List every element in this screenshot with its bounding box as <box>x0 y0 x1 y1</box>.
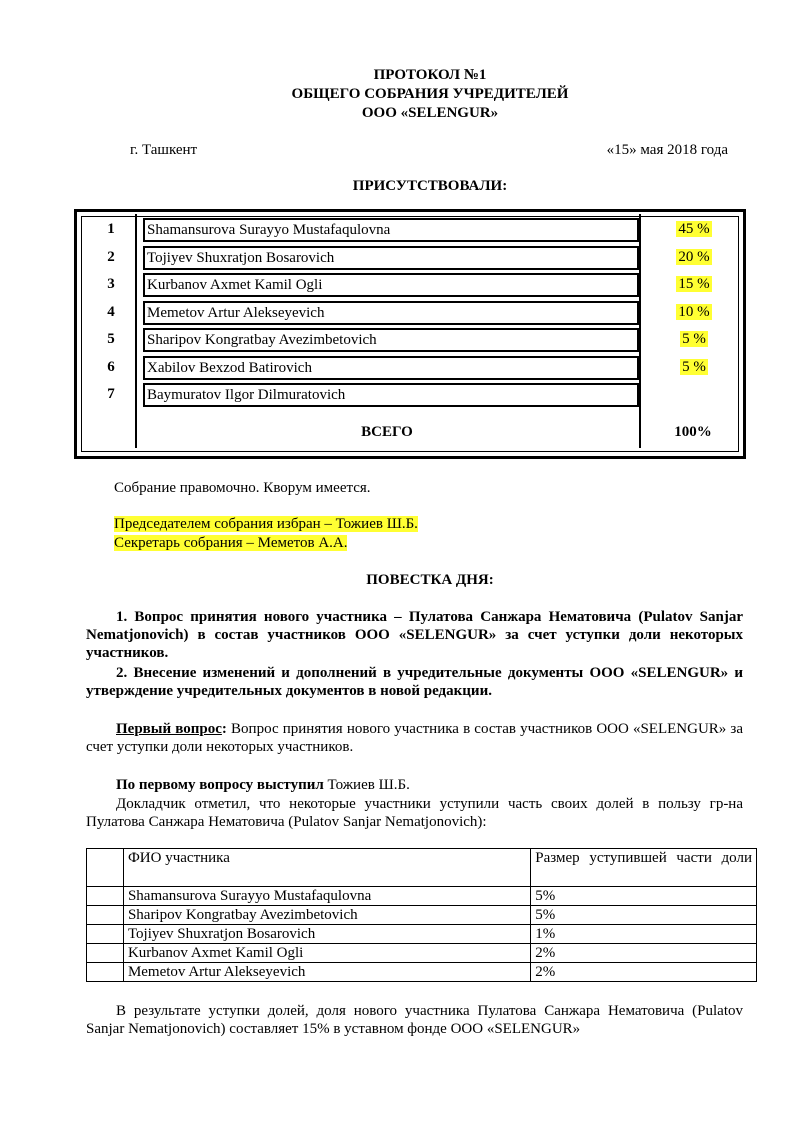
transfer-share: 5% <box>531 887 757 906</box>
place: г. Ташкент <box>130 142 198 158</box>
transfer-name: Shamansurova Surayyo Mustafaqulovna <box>123 887 530 906</box>
attendee-name: Kurbanov Axmet Kamil Ogli <box>143 273 639 297</box>
attendee-row <box>85 328 741 350</box>
attendee-number: 3 <box>107 276 115 292</box>
transfer-name: Sharipov Kongratbay Avezimbetovich <box>123 906 530 925</box>
protocol-title: ПРОТОКОЛ №1 <box>373 67 487 83</box>
table-row <box>87 925 757 944</box>
transfer-share: 2% <box>531 963 757 982</box>
present-title: ПРИСУТСТВОВАЛИ: <box>352 178 508 194</box>
result-text: В результате уступки долей, доля нового участника Пулатова Санжара Нематовича (Pulatov Sanjar Nematjonovich) составляет 15% в уставном фонде ООО «SELENGUR» <box>86 1003 743 1037</box>
first-question: Первый вопрос: Вопрос принятия нового участника в состав участников ООО «SELENGUR» за счет уступки доли некоторых участников. <box>86 721 743 755</box>
attendee-share: 5 % <box>682 358 706 375</box>
attendee-row <box>85 218 741 240</box>
attendee-name: Sharipov Kongratbay Avezimbetovich <box>143 328 639 352</box>
first-question-label: Первый вопрос <box>116 721 222 737</box>
attendee-row <box>85 356 741 378</box>
attendee-name: Tojiyev Shuxratjon Bosarovich <box>143 246 639 270</box>
transfer-name: Kurbanov Axmet Kamil Ogli <box>123 944 530 963</box>
attendee-share: 5 % <box>682 331 706 347</box>
agenda-title: ПОВЕСТКА ДНЯ: <box>366 572 494 588</box>
attendee-number: 5 <box>107 331 115 347</box>
attendee-number: 6 <box>107 358 115 375</box>
attendee-share: 10 % <box>678 303 710 320</box>
speaker-text: Докладчик отметил, что некоторые участники уступили часть своих долей в пользу гр-на Пулатова Санжара Нематовича (Pulatov Sanjar Nematjonovich): <box>86 796 743 830</box>
transfer-name: Memetov Artur Alekseyevich <box>123 963 530 982</box>
transfer-share: 1% <box>531 925 757 944</box>
chairman-text: Председателем собрания избран – Тожиев Ш.Б. <box>114 516 418 532</box>
header-share: Размер уступившей части доли <box>531 849 757 887</box>
attendee-row <box>85 383 741 405</box>
table-row <box>87 906 757 925</box>
attendees-table <box>74 209 746 459</box>
attendee-number: 4 <box>107 303 115 320</box>
total-value: 100% <box>674 424 712 440</box>
first-question-text: Вопрос принятия нового участника в состав участников ООО «SELENGUR» за счет уступки доли некоторых участников. <box>86 721 743 755</box>
quorum-text: Собрание правомочно. Кворум имеется. <box>114 480 371 496</box>
attendee-number: 7 <box>107 386 115 402</box>
header-name: ФИО участника <box>123 849 530 887</box>
attendee-name: Baymuratov Ilgor Dilmuratovich <box>143 383 639 407</box>
speaker-line <box>86 776 743 794</box>
table-row <box>87 963 757 982</box>
attendee-share: 45 % <box>678 221 710 237</box>
transfer-table-header <box>87 849 757 887</box>
attendee-name: Shamansurova Surayyo Mustafaqulovna <box>143 218 639 242</box>
speaker-name: Тожиев Ш.Б. <box>323 777 410 793</box>
table-row <box>87 887 757 906</box>
attendee-number: 2 <box>107 248 115 265</box>
speaker-label: По первому вопросу выступил <box>116 777 324 793</box>
date: «15» мая 2018 года <box>606 142 728 158</box>
secretary-text: Секретарь собрания – Меметов А.А. <box>114 535 348 551</box>
transfer-name: Tojiyev Shuxratjon Bosarovich <box>123 925 530 944</box>
agenda-item-2: 2. Внесение изменений и дополнений в учредительные документы ООО «SELENGUR» и утверждение учредительных документов в новой редакции. <box>86 665 743 699</box>
total-label: ВСЕГО <box>361 424 413 440</box>
attendee-row <box>85 273 741 295</box>
attendee-number: 1 <box>107 221 115 237</box>
attendee-share: 20 % <box>678 248 710 265</box>
meeting-title: ОБЩЕГО СОБРАНИЯ УЧРЕДИТЕЛЕЙ <box>291 86 569 102</box>
attendee-share: 15 % <box>678 276 710 292</box>
transfer-table <box>86 848 757 982</box>
attendee-name: Memetov Artur Alekseyevich <box>143 301 639 325</box>
table-row <box>87 944 757 963</box>
transfer-share: 5% <box>531 906 757 925</box>
transfer-share: 2% <box>531 944 757 963</box>
attendee-row <box>85 301 741 323</box>
attendee-row <box>85 246 741 268</box>
attendee-share <box>647 383 741 405</box>
company-title: ООО «SELENGUR» <box>361 105 499 121</box>
agenda-item-1: 1. Вопрос принятия нового участника – Пулатова Санжара Нематовича (Pulatov Sanjar Nematjonovich) в состав участников ООО «SELENGUR» за счет уступки доли некоторых участников. <box>86 609 743 661</box>
attendee-name: Xabilov Bexzod Batirovich <box>143 356 639 380</box>
